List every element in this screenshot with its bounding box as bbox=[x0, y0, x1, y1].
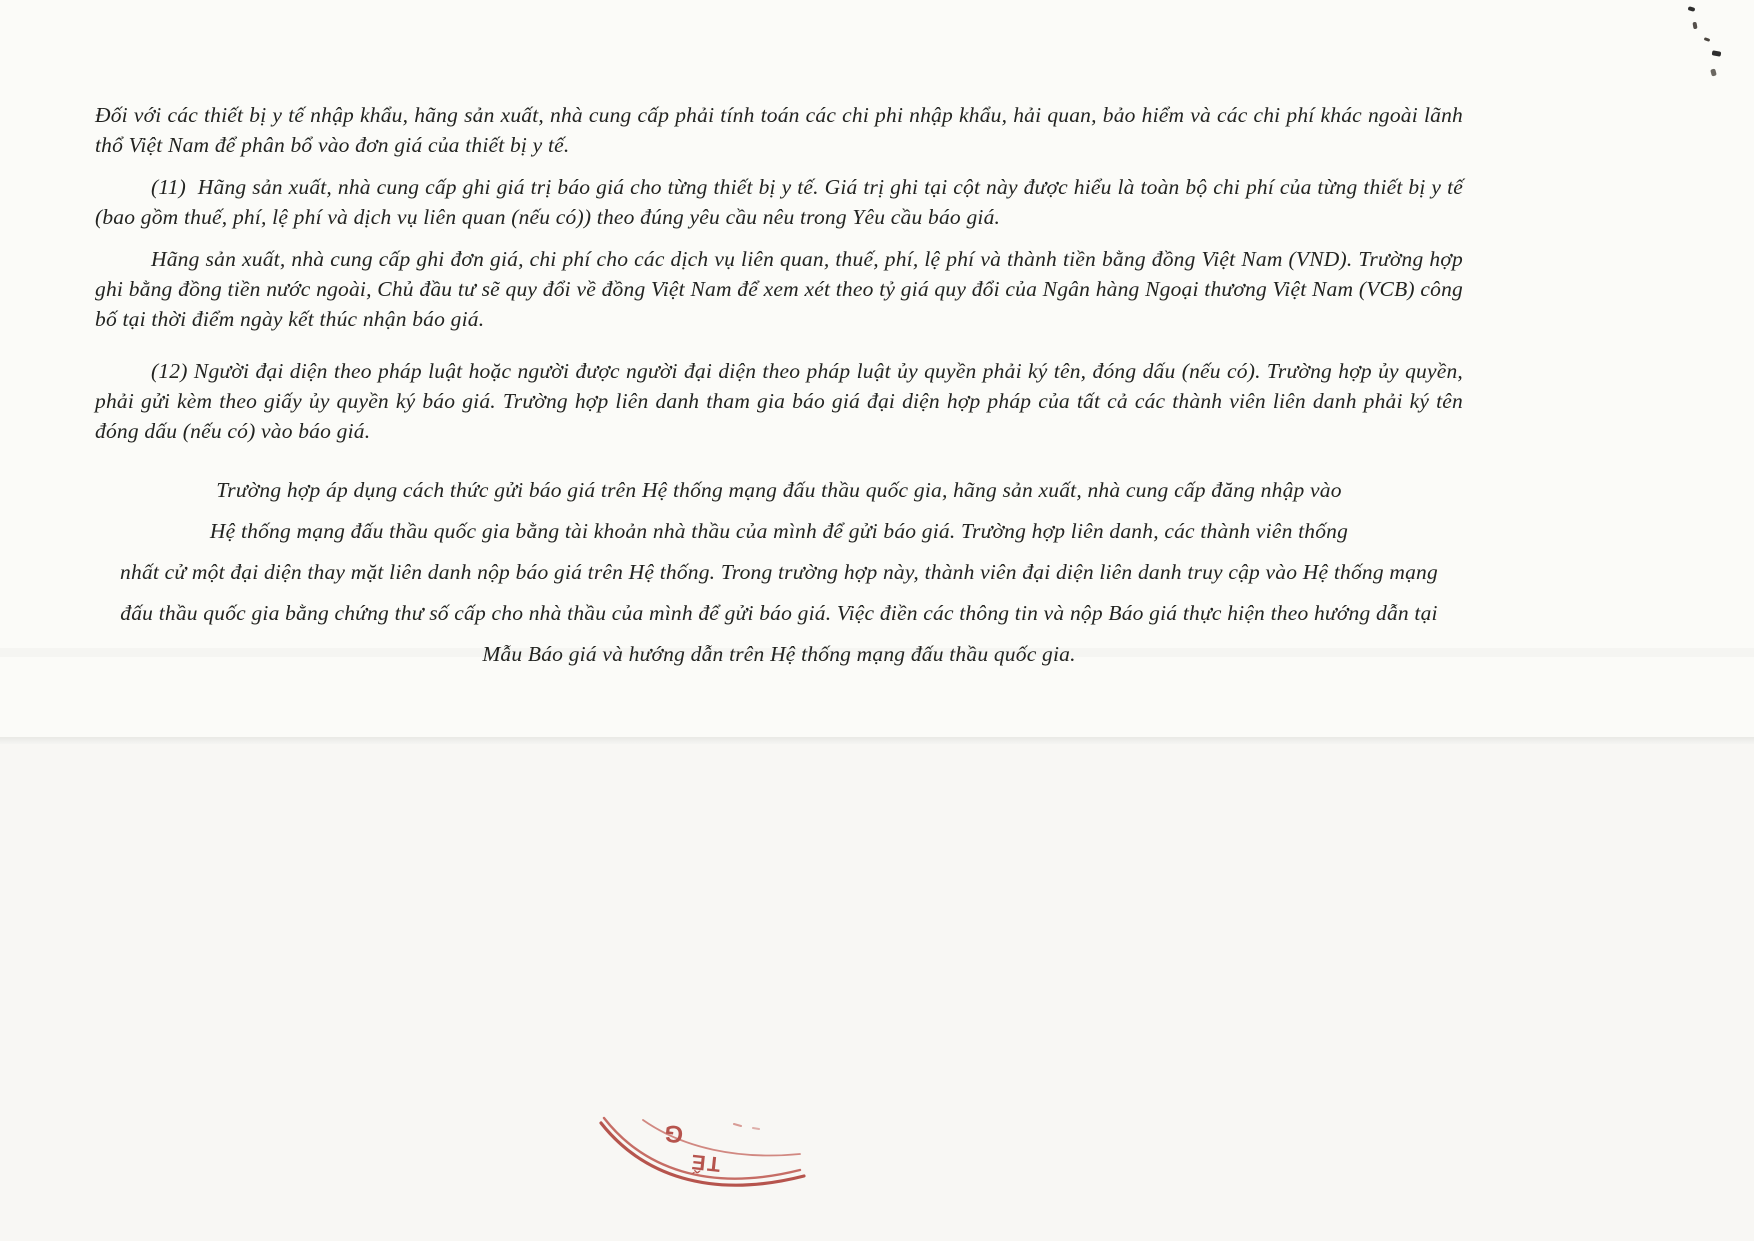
paragraph-footnote-11: (11) Hãng sản xuất, nhà cung cấp ghi giá trị báo giá cho từng thiết bị y tế. Giá trị ghi tại cột này được hiểu là toàn bộ chi phí của từng thiết bị y tế (bao gồm thuế, phí, lệ phí và dịch vụ liên quan (nếu có)) theo đúng yêu cầu nêu trong Yêu cầu báo giá. bbox=[95, 175, 1463, 229]
centered-line: đấu thầu quốc gia bằng chứng thư số cấp cho nhà thầu của mình để gửi báo giá. Việc điền các thông tin và nộp Báo giá thực hiện theo hướng dẫn tại bbox=[120, 601, 1438, 625]
ink-speckle bbox=[1692, 22, 1697, 30]
ink-speckle bbox=[1704, 37, 1711, 42]
ink-speckle bbox=[1688, 6, 1696, 12]
ink-speckle bbox=[1710, 68, 1717, 76]
scan-artifact-band bbox=[0, 737, 1754, 744]
stamp-letter: TẾ bbox=[688, 1149, 722, 1176]
red-seal-stamp-icon bbox=[588, 1098, 824, 1208]
ink-speckle bbox=[1712, 50, 1722, 56]
paragraph-currency-rule: Hãng sản xuất, nhà cung cấp ghi đơn giá, chi phí cho các dịch vụ liên quan, thuế, phí, lệ phí và thành tiền bằng đồng Việt Nam (VND). Trường hợp ghi bằng đồng tiền nước ngoài, Chủ đầu tư sẽ quy đổi về đồng Việt Nam để xem xét theo tỷ giá quy đổi của Ngân hàng Ngoại thương Việt Nam (VCB) công bố tại thời điểm ngày kết thúc nhận báo giá. bbox=[95, 247, 1463, 331]
paragraph-import-costs: Đối với các thiết bị y tế nhập khẩu, hãng sản xuất, nhà cung cấp phải tính toán các chi phi nhập khẩu, hải quan, bảo hiểm và các chi phí khác ngoài lãnh thổ Việt Nam để phân bổ vào đơn giá của thiết bị y tế. bbox=[95, 103, 1463, 157]
centered-line: Mẫu Báo giá và hướng dẫn trên Hệ thống mạng đấu thầu quốc gia. bbox=[482, 642, 1076, 666]
paragraph-ebidding-instructions bbox=[95, 470, 1463, 675]
centered-line: nhất cử một đại diện thay mặt liên danh nộp báo giá trên Hệ thống. Trong trường hợp này, thành viên đại diện liên danh truy cập vào Hệ thống mạng bbox=[120, 560, 1438, 584]
document-body bbox=[95, 100, 1463, 675]
paragraph-footnote-12: (12) Người đại diện theo pháp luật hoặc người được người đại diện theo pháp luật ủy quyền phải ký tên, đóng dấu (nếu có). Trường hợp ủy quyền, phải gửi kèm theo giấy ủy quyền ký báo giá. Trường hợp liên danh tham gia báo giá đại diện hợp pháp của tất cả các thành viên liên danh phải ký tên đóng dấu (nếu có) vào báo giá. bbox=[95, 359, 1463, 443]
centered-line: Trường hợp áp dụng cách thức gửi báo giá trên Hệ thống mạng đấu thầu quốc gia, hãng sản xuất, nhà cung cấp đăng nhập vào bbox=[216, 478, 1342, 502]
scan-artifact-shade bbox=[0, 744, 1754, 1241]
centered-line: Hệ thống mạng đấu thầu quốc gia bằng tài khoản nhà thầu của mình để gửi báo giá. Trường hợp liên danh, các thành viên thống bbox=[209, 519, 1349, 543]
stamp-letter: G bbox=[662, 1118, 685, 1149]
